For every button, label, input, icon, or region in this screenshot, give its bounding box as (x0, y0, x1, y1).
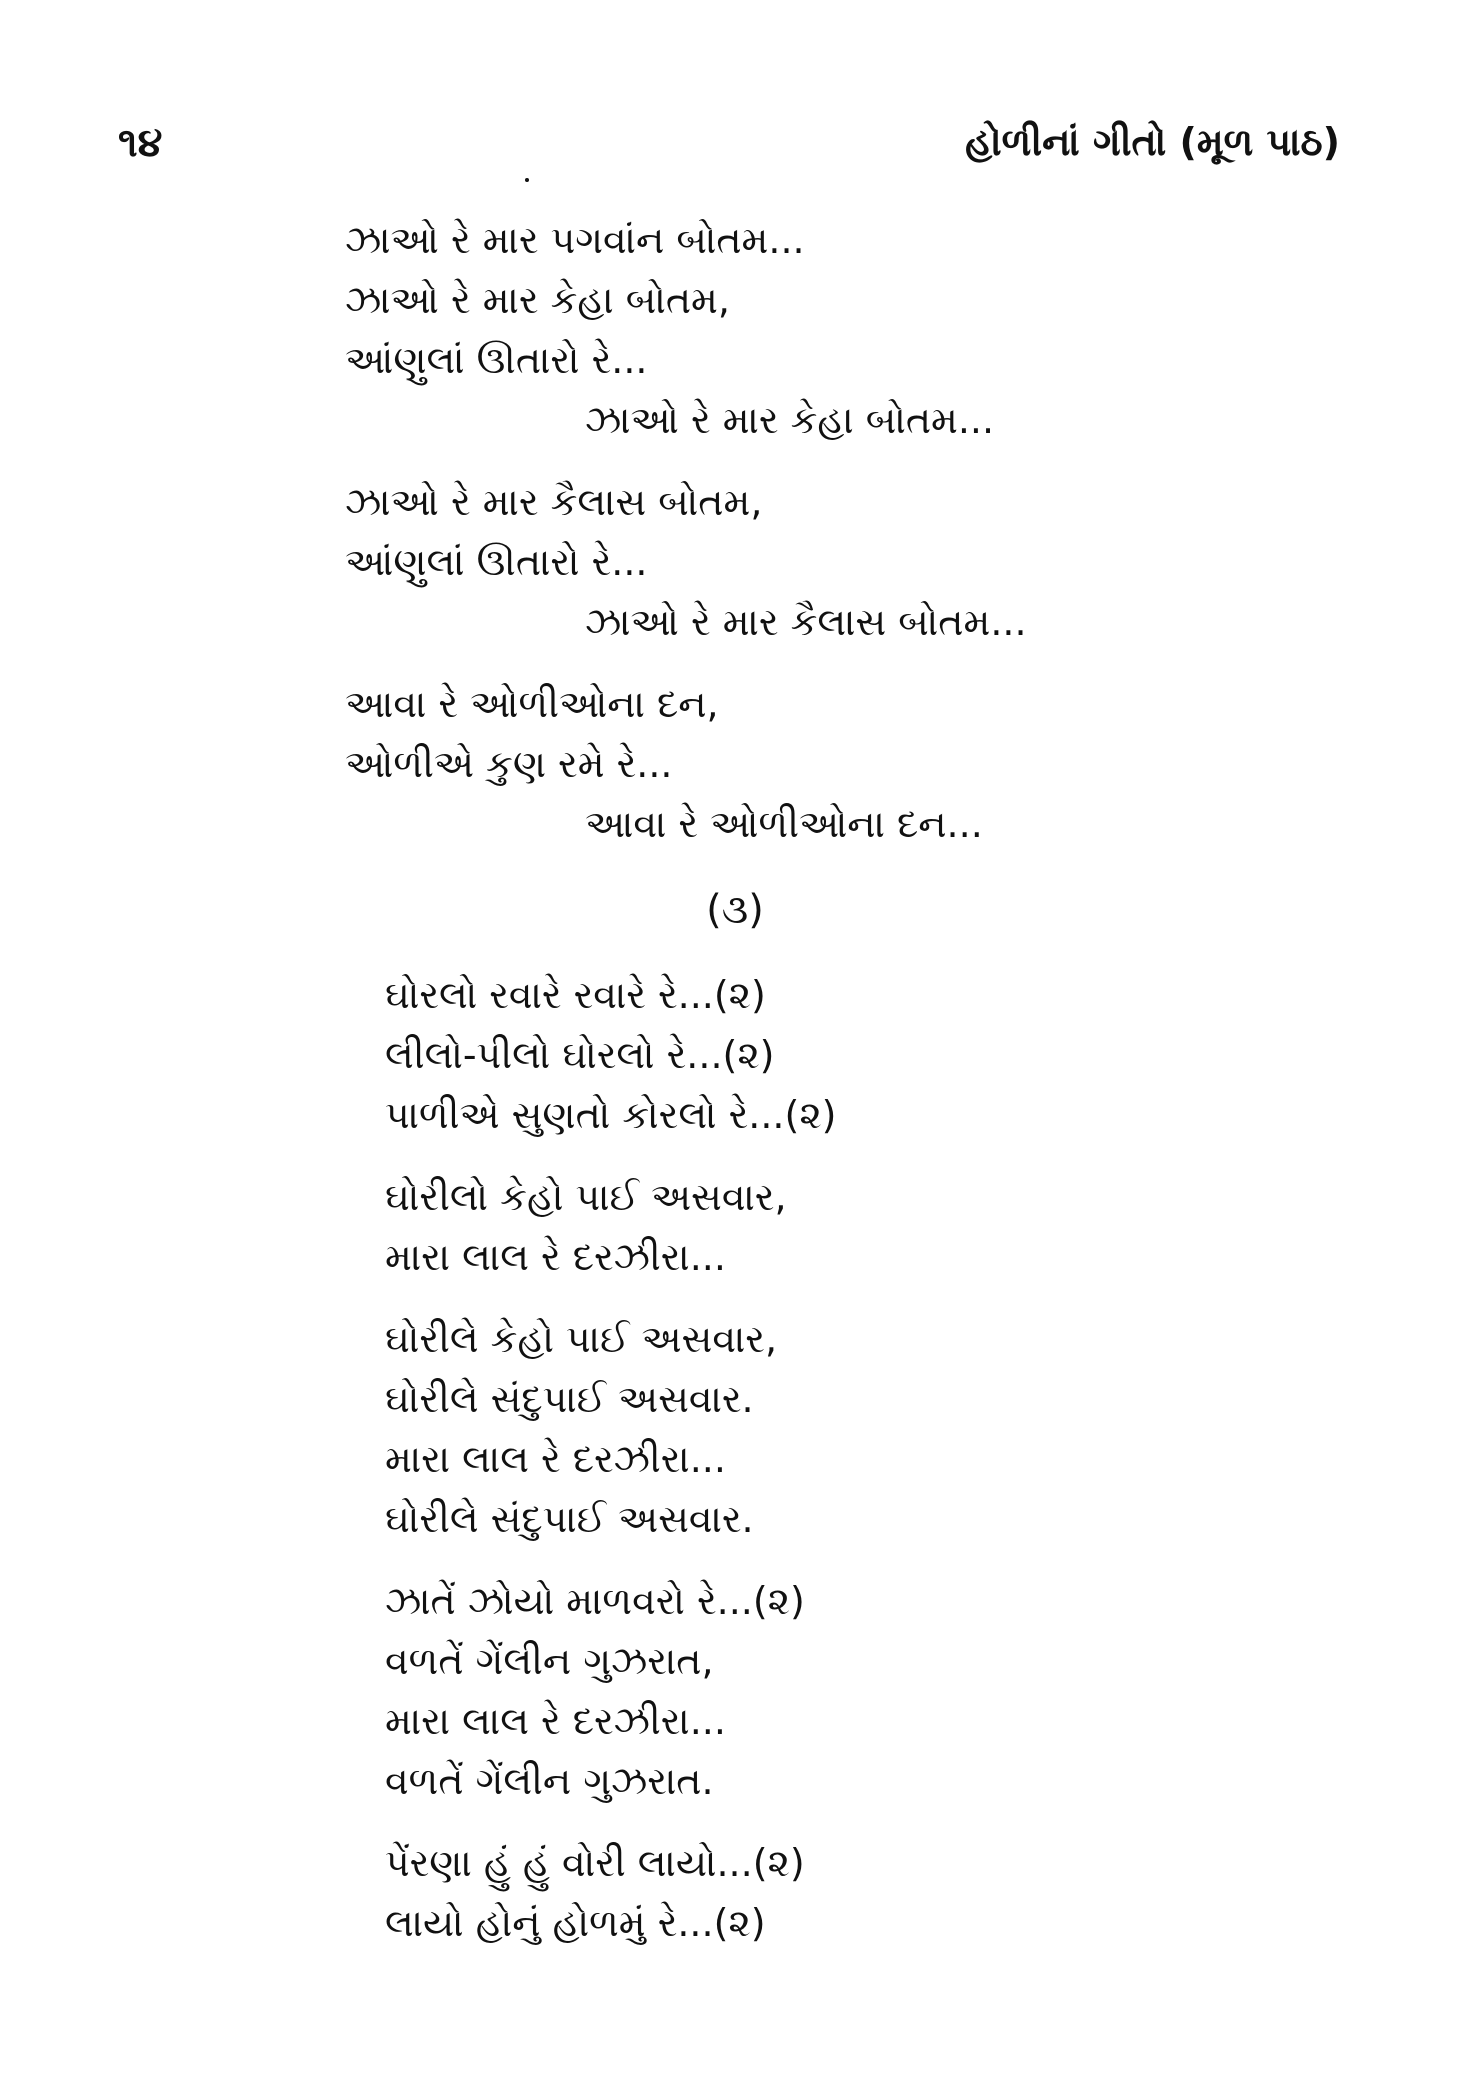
verse-line: ઓળીએ કુણ રમે રે... (345, 742, 673, 786)
verse-line: ઘોરીલો કેહો પાઈ અસવાર, (385, 1175, 787, 1219)
verse-line: ઝાઓ રે માર કૈલાસ બોતમ, (345, 480, 763, 524)
stanza (345, 210, 1345, 450)
refrain-line: ઝાઓ રે માર કેહા બોતમ... (585, 398, 995, 442)
stanza (385, 1309, 1385, 1549)
stanza (345, 472, 1345, 652)
refrain-line: આવા રે ઓળીઓના દન... (585, 802, 983, 846)
verse-line: મારા લાલ રે દરઝીરા... (385, 1235, 726, 1279)
verse-line: મારા લાલ રે દરઝીરા... (385, 1437, 726, 1481)
verse-line: ઘોરીલે સંદુપાઈ અસવાર. (385, 1497, 754, 1541)
running-header: હોળીનાં ગીતો (મૂળ પાઠ) (965, 120, 1340, 164)
verse-line: ઘોરીલે કેહો પાઈ અસવાર, (385, 1317, 778, 1361)
verse-line: આવા રે ઓળીઓના દન, (345, 682, 719, 726)
verse-line: પેંરણા હું હું વોરી લાયો...(૨) (385, 1841, 805, 1885)
verse-line: પાળીએ સુણતો કોરલો રે...(૨) (385, 1093, 837, 1137)
verse-line: ઘોરલો રવારે રવારે રે...(૨) (385, 973, 766, 1017)
stray-dot (525, 178, 529, 182)
verse-line: ઝાઓ રે માર કેહા બોતમ, (345, 278, 730, 322)
verse-line: મારા લાલ રે દરઝીરા... (385, 1699, 726, 1743)
verse-line: વળતેં ગેંલીન ગુઝરાત, (385, 1639, 714, 1683)
verse-line: લીલો-પીલો ઘોરલો રે...(૨) (385, 1033, 775, 1077)
section-number: (૩) (706, 887, 764, 933)
verse-line: લાયો હોનું હોળમું રે...(૨) (385, 1901, 766, 1945)
page-number: ૧૪ (118, 120, 163, 166)
stanza (345, 674, 1345, 854)
verse-line: આંણુલાં ઊતારો રે... (345, 338, 648, 382)
verse-line: વળતેં ગેંલીન ગુઝરાત. (385, 1759, 714, 1803)
verse-line: ઘોરીલે સંદુપાઈ અસવાર. (385, 1377, 754, 1421)
verse-line: ઝાતેં ઝોયો માળવરો રે...(૨) (385, 1579, 805, 1623)
stanza (385, 1571, 1385, 1811)
verse-line: ઝાઓ રે માર પગવાંન બોતમ... (345, 218, 805, 262)
song-part-1 (345, 210, 1345, 876)
stanza (385, 1167, 1385, 1287)
song-part-3 (385, 965, 1385, 1975)
stanza (385, 965, 1385, 1145)
verse-line: આંણુલાં ઊતારો રે... (345, 540, 648, 584)
stanza (385, 1833, 1385, 1953)
refrain-line: ઝાઓ રે માર કૈલાસ બોતમ... (585, 600, 1027, 644)
